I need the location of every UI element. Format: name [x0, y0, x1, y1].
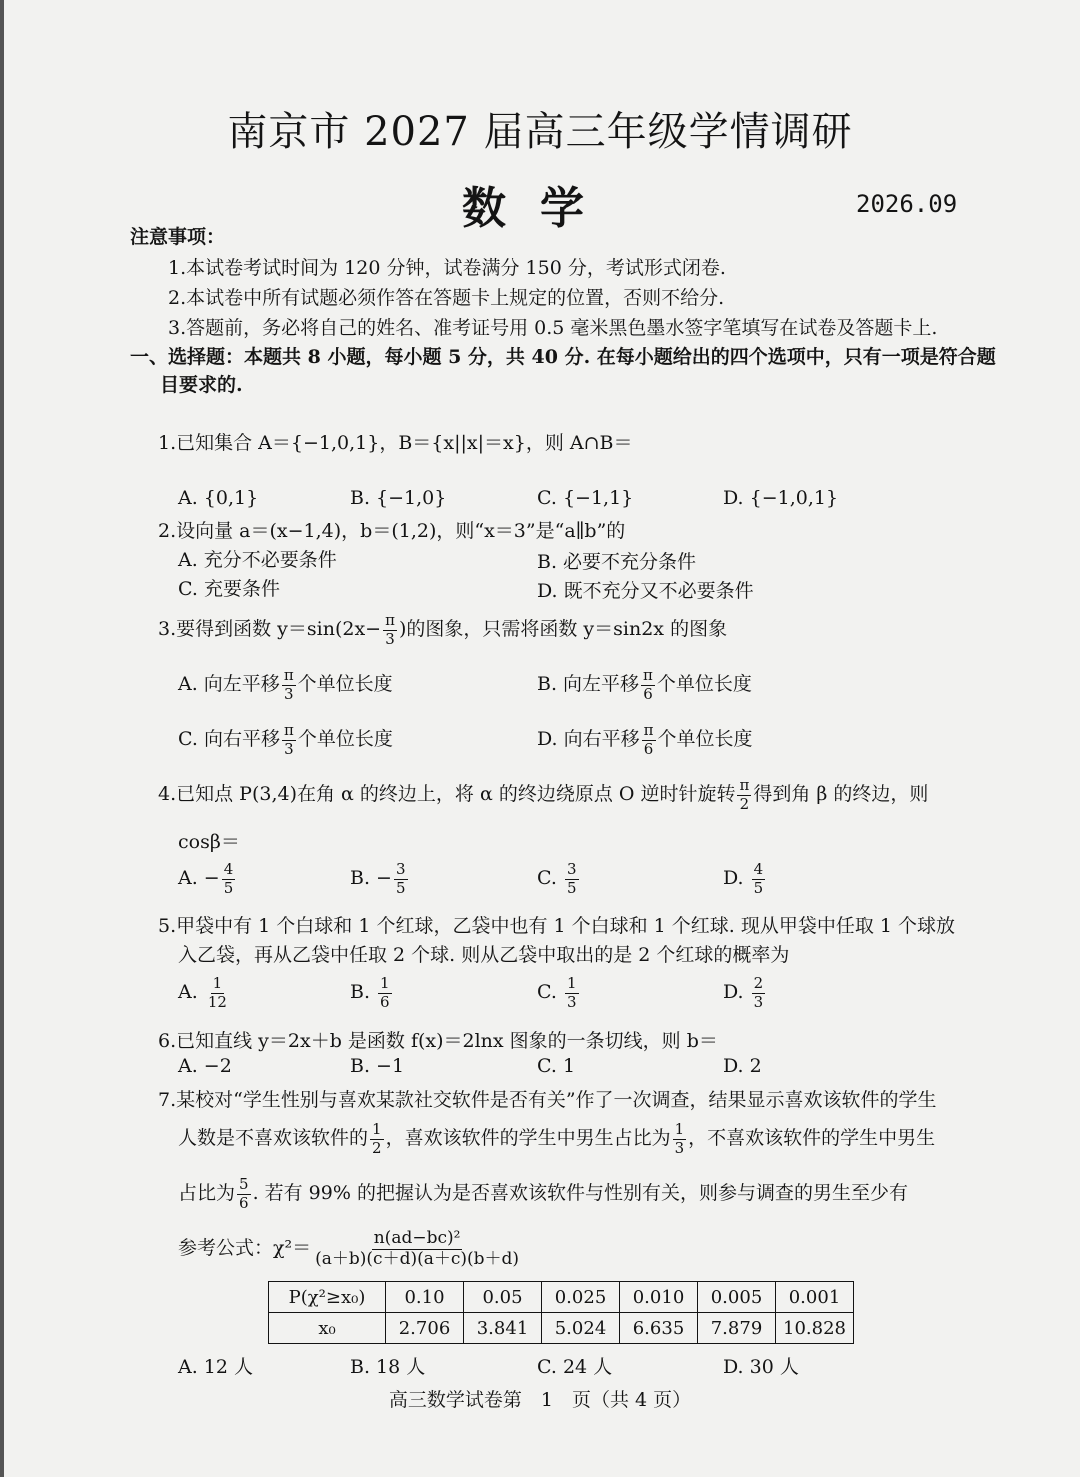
q2-option-c: C. 充要条件: [178, 578, 280, 600]
q3-option-c: [178, 720, 393, 758]
exam-title: 南京市 2027 届高三年级学情调研: [227, 109, 853, 155]
option-text: C.: [537, 867, 563, 889]
option-text: D. 向右平移: [537, 728, 640, 750]
table-cell: 5.024: [542, 1313, 620, 1344]
q4-stem-cont: cosβ＝: [178, 831, 240, 853]
fraction-denominator: 3: [753, 992, 764, 1011]
q7-stem-line2: [178, 1118, 935, 1158]
table-cell: 3.841: [464, 1313, 542, 1344]
notice-item: 2.本试卷中所有试题必须作答在答题卡上规定的位置，否则不给分.: [168, 287, 725, 309]
option-text: A.: [178, 981, 204, 1003]
table-cell: 0.05: [464, 1282, 542, 1313]
q7-reference-formula: [178, 1226, 523, 1270]
section-heading-cont: 目要求的.: [160, 374, 243, 396]
fraction-numerator: 5: [239, 1175, 249, 1194]
fraction-denominator: 5: [566, 878, 577, 897]
chi-square-formula: [313, 1229, 521, 1269]
table-cell: 2.706: [386, 1313, 464, 1344]
q2-option-d: D. 既不充分又不必要条件: [537, 580, 754, 602]
option-fraction: [206, 975, 229, 1011]
fraction-numerator: 1: [380, 974, 390, 993]
table-cell: 0.010: [620, 1282, 698, 1313]
q6-option-c: C. 1: [537, 1055, 576, 1077]
q5-option-c: [537, 972, 581, 1012]
option-fraction: [222, 861, 236, 897]
fraction-numerator: 3: [566, 860, 577, 879]
table-cell: 0.001: [776, 1282, 854, 1313]
option-text: C. 向右平移: [178, 728, 280, 750]
fraction-numerator: 1: [566, 974, 577, 993]
q7-text: . 若有 99% 的把握认为是否喜欢该软件与性别有关，则参与调查的男生至少有: [252, 1182, 908, 1204]
q4-stem-text: 4.已知点 P(3,4)在角 α 的终边上，将 α 的终边绕原点 O 逆时针旋转: [158, 783, 736, 805]
fraction-numerator: 1: [372, 1120, 382, 1139]
q7-text: 占比为: [178, 1182, 236, 1204]
q3-stem-text: )的图象，只需将函数 y＝sin2x 的图象: [398, 618, 728, 640]
option-fraction: [394, 861, 408, 897]
q7-text: 人数是不喜欢该软件的: [178, 1127, 369, 1149]
fraction-numerator: π: [283, 666, 294, 685]
q1-option-b: B. {−1,0}: [350, 487, 447, 509]
q2-option-b: B. 必要不充分条件: [537, 551, 697, 573]
critical-value-table: [268, 1281, 854, 1344]
q7-stem-line3: [178, 1173, 908, 1213]
notice-heading: 注意事项：: [130, 226, 226, 248]
fraction-denominator: 3: [284, 739, 294, 758]
fraction-denominator: 3: [566, 992, 577, 1011]
option-fraction: [752, 861, 766, 897]
fraction-denominator: 6: [239, 1193, 249, 1212]
pi-over-2-fraction: [737, 777, 751, 813]
notice-item: 1.本试卷考试时间为 120 分钟，试卷满分 150 分，考试形式闭卷.: [168, 257, 726, 279]
option-text: A. 向左平移: [178, 673, 280, 695]
table-row: [269, 1282, 854, 1313]
q4-option-a: [178, 858, 237, 898]
section-heading: 一、选择题：本题共 8 小题，每小题 5 分，共 40 分. 在每小题给出的四个选项中，只有一项是符合题: [130, 346, 996, 368]
fraction-numerator: π: [385, 611, 395, 630]
fraction-numerator: π: [643, 666, 653, 685]
fraction-denominator: 3: [385, 629, 395, 648]
option-fraction: [565, 975, 579, 1011]
q4-option-b: [350, 858, 410, 898]
q6-option-d: D. 2: [723, 1055, 762, 1077]
q4-option-d: [723, 858, 767, 898]
fraction-numerator: 3: [395, 860, 406, 879]
fraction-numerator: 4: [223, 860, 234, 879]
fraction-numerator: 1: [212, 974, 223, 993]
option-fraction: [378, 975, 392, 1011]
q5-stem-cont: 入乙袋，再从乙袋中任取 2 个球. 则从乙袋中取出的是 2 个红球的概率为: [178, 944, 790, 966]
q7-option-d: D. 30 人: [723, 1356, 799, 1378]
q2-stem: 2.设向量 a＝(x−1,4)，b＝(1,2)，则“x＝3”是“a∥b”的: [158, 520, 626, 542]
formula-denominator: (a＋b)(c＋d)(a＋c)(b＋d): [315, 1248, 520, 1269]
fraction-denominator: 3: [674, 1138, 685, 1157]
fraction-denominator: 12: [207, 992, 227, 1011]
table-row: [269, 1313, 854, 1344]
q4-stem: [158, 775, 928, 813]
option-text: B. 向左平移: [537, 673, 640, 695]
table-cell: 6.635: [620, 1313, 698, 1344]
q6-option-a: A. −2: [178, 1055, 232, 1077]
option-fraction: [752, 975, 766, 1011]
q1-option-c: C. {−1,1}: [537, 487, 634, 509]
fraction-numerator: π: [643, 721, 654, 740]
q6-option-b: B. −1: [350, 1055, 405, 1077]
option-text: 个单位长度: [297, 673, 393, 695]
option-text: D.: [723, 867, 750, 889]
option-text: D.: [723, 981, 750, 1003]
fraction-denominator: 6: [643, 739, 654, 758]
q5-option-b: [350, 972, 394, 1012]
fraction-denominator: 6: [643, 684, 653, 703]
q2-option-a: A. 充分不必要条件: [178, 549, 337, 571]
page-footer: 高三数学试卷第 1 页（共 4 页）: [388, 1389, 692, 1411]
formula-numerator: n(ad−bc)²: [373, 1227, 461, 1248]
option-fraction: [282, 722, 296, 758]
table-cell: 0.025: [542, 1282, 620, 1313]
option-text: C.: [537, 981, 563, 1003]
fraction-numerator: π: [739, 776, 750, 795]
q7-text: ，不喜欢该软件的学生中男生: [688, 1127, 936, 1149]
fraction-numerator: 4: [753, 860, 764, 879]
fraction-numerator: 2: [753, 974, 764, 993]
q1-option-d: D. {−1,0,1}: [723, 487, 839, 509]
fraction-denominator: 2: [372, 1138, 382, 1157]
fraction-numerator: 1: [674, 1120, 685, 1139]
q4-stem-text: 得到角 β 的终边，则: [753, 783, 929, 805]
option-fraction: [282, 667, 296, 703]
q3-option-a: [178, 665, 393, 703]
q7-option-b: B. 18 人: [350, 1356, 426, 1378]
q4-option-c: [537, 858, 581, 898]
table-cell: 0.10: [386, 1282, 464, 1313]
q3-option-d: [537, 720, 753, 758]
notice-item: 3.答题前，务必将自己的姓名、准考证号用 0.5 毫米黑色墨水签字笔填写在试卷及答题卡上.: [168, 317, 938, 339]
formula-label: 参考公式：χ²＝: [178, 1237, 312, 1259]
q7-option-c: C. 24 人: [537, 1356, 613, 1378]
table-cell: 0.005: [698, 1282, 776, 1313]
q7-fraction: [370, 1121, 384, 1157]
fraction-denominator: 5: [753, 878, 764, 897]
fraction-numerator: π: [283, 721, 294, 740]
option-text: 个单位长度: [657, 728, 753, 750]
option-fraction: [565, 861, 579, 897]
q7-fraction: [673, 1121, 687, 1157]
q1-option-a: A. {0,1}: [178, 487, 259, 509]
q1-stem: 1.已知集合 A＝{−1,0,1}，B＝{x||x|＝x}，则 A∩B＝: [158, 432, 633, 454]
q5-option-a: [178, 972, 231, 1012]
q7-text: ，喜欢该软件的学生中男生占比为: [385, 1127, 671, 1149]
pi-over-3-fraction: [383, 612, 397, 648]
q3-stem-text: 3.要得到函数 y＝sin(2x−: [158, 618, 382, 640]
fraction-denominator: 2: [739, 794, 750, 813]
table-header-cell: P(χ²≥x₀): [269, 1282, 386, 1313]
q7-stem: 7.某校对“学生性别与喜欢某款社交软件是否有关”作了一次调查，结果显示喜欢该软件的学生: [158, 1089, 937, 1111]
fraction-denominator: 3: [283, 684, 294, 703]
option-text: B. −: [350, 867, 392, 889]
fraction-denominator: 5: [395, 878, 406, 897]
fraction-denominator: 6: [380, 992, 390, 1011]
q5-stem: 5.甲袋中有 1 个白球和 1 个红球，乙袋中也有 1 个白球和 1 个红球. 现从甲袋中任取 1 个球放: [158, 915, 956, 937]
q7-option-a: A. 12 人: [178, 1356, 254, 1378]
fraction-denominator: 5: [223, 878, 234, 897]
option-text: B.: [350, 981, 377, 1003]
option-text: 个单位长度: [656, 673, 752, 695]
q6-stem: 6.已知直线 y＝2x＋b 是函数 f(x)＝2lnx 图象的一条切线，则 b＝: [158, 1030, 718, 1052]
table-header-cell: x₀: [269, 1313, 386, 1344]
table-cell: 7.879: [698, 1313, 776, 1344]
q3-stem: [158, 610, 727, 648]
q7-fraction: [237, 1176, 251, 1212]
q3-option-b: [537, 665, 752, 703]
table-cell: 10.828: [776, 1313, 854, 1344]
option-fraction: [642, 722, 656, 758]
option-fraction: [641, 667, 655, 703]
option-text: 个单位长度: [297, 728, 393, 750]
option-text: A. −: [178, 867, 220, 889]
subject-title: 数学: [462, 183, 618, 234]
q5-option-d: [723, 972, 767, 1012]
exam-date: 2026.09: [856, 190, 958, 218]
